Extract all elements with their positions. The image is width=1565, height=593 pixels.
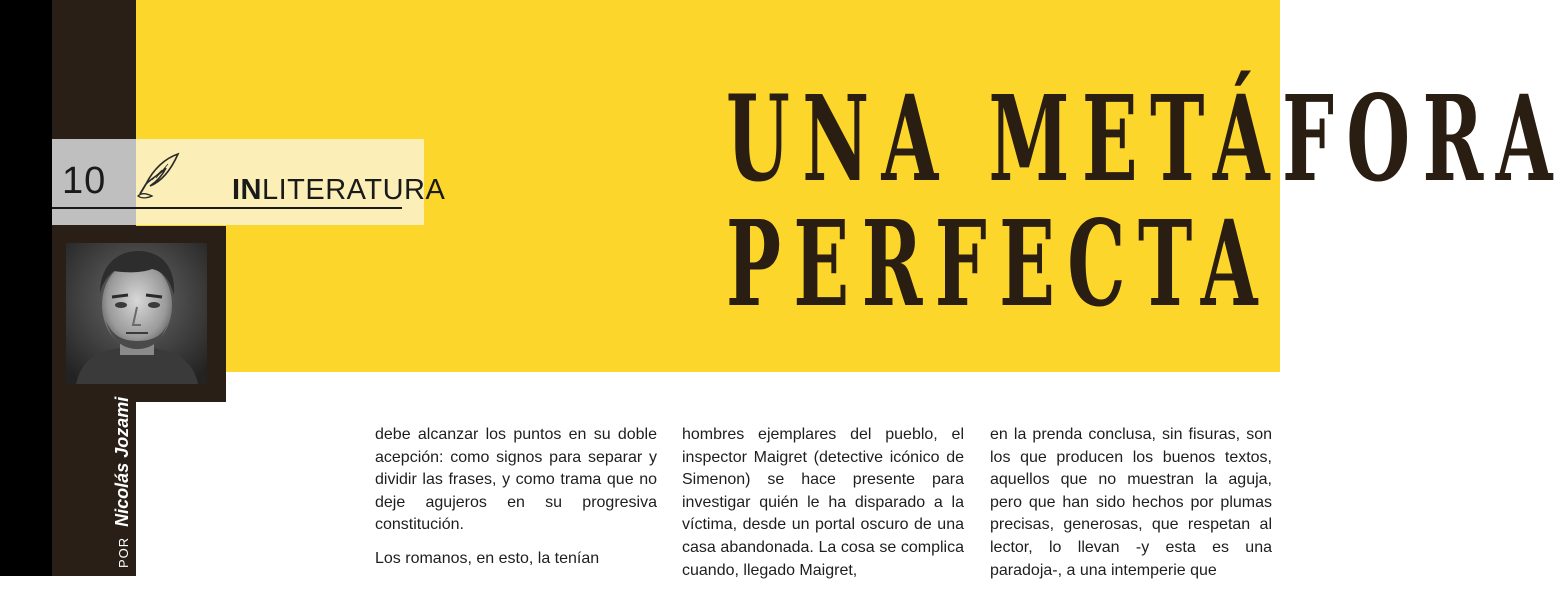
paragraph: en la prenda conclusa, sin fisuras, son los que producen los buenos textos, aquellos que no muestran la aguja, pero que han sido hechos por plumas precisas, generosas, que respetan al lector, lo llevan -y esta es una paradoja-, a una intemperie que — [990, 426, 1272, 579]
paragraph: hombres ejemplares del pueblo, el inspector Maigret (detective icónico de Simenon) se hace presente para investigar quién le ha disparado a la víctima, desde un portal oscuro de una casa abandonada. La cosa se complica cuando, llegado Maigret, — [682, 426, 964, 579]
article-column-2 — [682, 424, 964, 593]
headline-line-1: UNA METÁFORA — [726, 69, 1565, 208]
edge-strip — [0, 0, 52, 576]
quill-pen-icon — [132, 150, 184, 202]
section-label — [232, 174, 445, 207]
paragraph: Los romanos, en esto, la tenían — [375, 549, 600, 567]
page-number: 10 — [62, 160, 107, 202]
author-name: Nicolás Jozami — [112, 396, 132, 527]
article-column-1 — [375, 424, 657, 582]
byline — [112, 397, 133, 568]
byline-prefix: POR — [116, 536, 131, 568]
article-column-3 — [990, 424, 1272, 593]
section-name: LITERATURA — [262, 174, 446, 206]
section-rule — [52, 207, 402, 209]
section-prefix: IN — [232, 174, 262, 206]
headline-line-2: PERFECTA — [726, 194, 1270, 333]
paragraph: debe alcanzar los puntos en su doble acepción: como signos para separar y dividir las frases, y como trama que no deje agujeros en su progresiva constitución. — [375, 426, 657, 534]
author-photo — [66, 243, 207, 384]
